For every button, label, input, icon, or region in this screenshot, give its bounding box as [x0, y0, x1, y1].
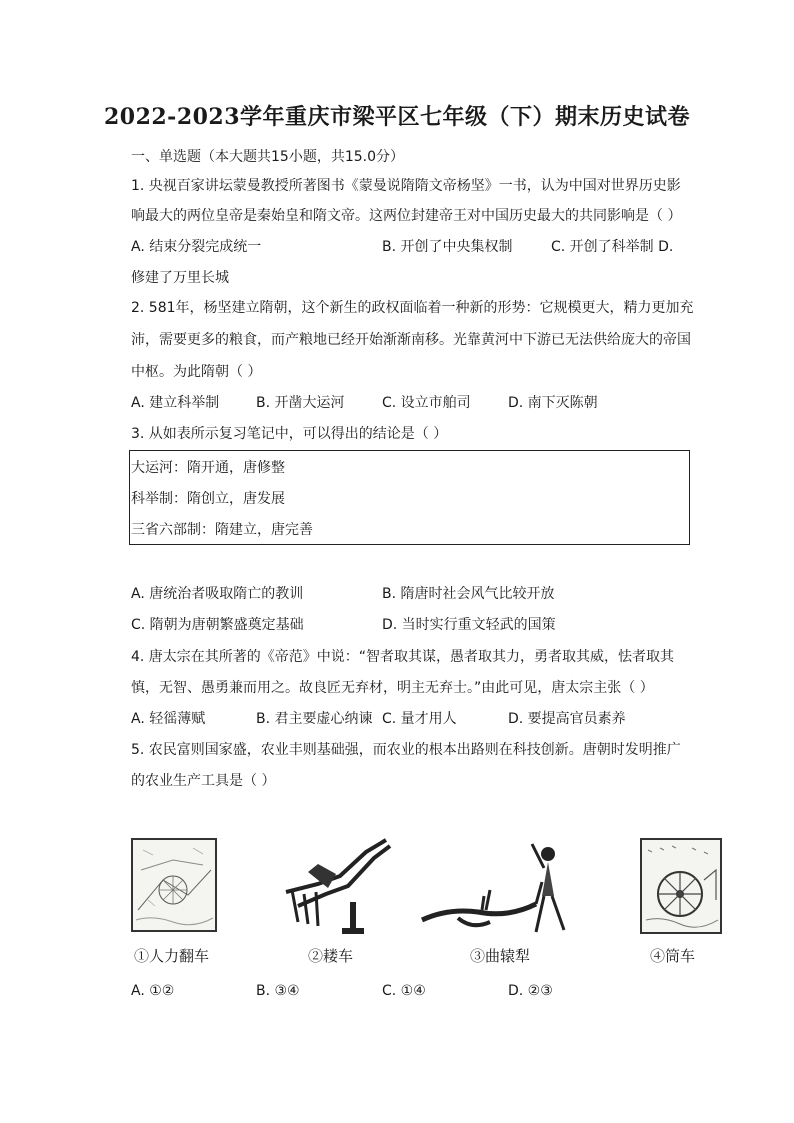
note-row-imperial-exam: 科举制：隋创立，唐发展 [131, 491, 285, 507]
figure-3-caption: ③曲辕犁 [470, 947, 531, 965]
question-4-option-b[interactable]: B. 君主要虚心纳谏 [256, 711, 373, 727]
question-2-option-a[interactable]: A. 建立科举制 [131, 395, 220, 411]
question-5-option-a[interactable]: A. ①② [131, 983, 175, 999]
question-5-option-c[interactable]: C. ①④ [382, 983, 426, 999]
question-3-option-b[interactable]: B. 隋唐时社会风气比较开放 [382, 586, 555, 602]
question-2-option-d[interactable]: D. 南下灭陈朝 [508, 395, 598, 411]
question-4-option-d[interactable]: D. 要提高官员素养 [508, 711, 626, 727]
page-title: 2022-2023学年重庆市梁平区七年级（下）期末历史试卷 [103, 104, 691, 130]
question-4-stem-line-1: 4. 唐太宗在其所著的《帝范》中说：“智者取其谋，愚者取其力，勇者取其威，怯者取其 [131, 649, 675, 665]
question-1-option-d[interactable]: 修建了万里长城 [131, 270, 229, 286]
question-1-stem-line-2: 响最大的两位皇帝是秦始皇和隋文帝。这两位封建帝王对中国历史最大的共同影响是（ ） [131, 208, 682, 224]
question-5-option-d[interactable]: D. ②③ [508, 983, 553, 999]
question-3-stem: 3. 从如表所示复习笔记中，可以得出的结论是（ ） [131, 426, 448, 442]
question-2-stem-line-1: 2. 581年，杨坚建立隋朝，这个新生的政权面临着一种新的形势：它规模更大，精力更加充 [131, 300, 694, 316]
question-2-option-c[interactable]: C. 设立市舶司 [382, 395, 471, 411]
question-2-option-b[interactable]: B. 开凿大运河 [256, 395, 345, 411]
question-1-option-c[interactable]: C. 开创了科举制 D. [551, 239, 674, 255]
question-2-stem-line-3: 中枢。为此隋朝（ ） [131, 364, 262, 380]
question-5-stem-line-2: 的农业生产工具是（ ） [131, 773, 276, 789]
note-row-three-departments: 三省六部制：隋建立，唐完善 [131, 522, 313, 538]
question-4-option-c[interactable]: C. 量才用人 [382, 711, 457, 727]
question-3-option-a[interactable]: A. 唐统治者吸取隋亡的教训 [131, 586, 304, 602]
question-2-stem-line-2: 沛，需要更多的粮食，而产粮地已经开始渐渐南移。光靠黄河中下游已无法供给庞大的帝国 [131, 332, 691, 348]
question-5-option-b[interactable]: B. ③④ [256, 983, 300, 999]
figure-1-caption: ①人力翻车 [134, 947, 210, 965]
paddle-wheel-sketch-icon [131, 838, 217, 932]
curved-plough-icon [418, 838, 574, 938]
figure-4-caption: ④筒车 [650, 947, 696, 965]
question-1-option-a[interactable]: A. 结束分裂完成统一 [131, 239, 262, 255]
question-3-option-c[interactable]: C. 隋朝为唐朝繁盛奠定基础 [131, 617, 304, 633]
question-3-option-d[interactable]: D. 当时实行重文轻武的国策 [382, 617, 556, 633]
question-4-stem-line-2: 慎，无智、愚勇兼而用之。故良匠无弃材，明主无弃士。”由此可见，唐太宗主张（ ） [131, 680, 654, 696]
question-5-stem-line-1: 5. 农民富则国家盛，农业丰则基础强，而农业的根本出路则在科技创新。唐朝时发明推广 [131, 742, 681, 758]
question-1-stem-line-1: 1. 央视百家讲坛蒙曼教授所著图书《蒙曼说隋隋文帝杨坚》一书，认为中国对世界历史影 [131, 178, 681, 194]
section-heading: 一、单选题（本大题共15小题，共15.0分） [131, 149, 404, 165]
review-notes-table [129, 450, 690, 545]
seed-drill-icon [278, 832, 396, 936]
note-row-grand-canal: 大运河：隋开通，唐修整 [131, 460, 285, 476]
question-1-option-b[interactable]: B. 开创了中央集权制 [382, 239, 513, 255]
figure-2-caption: ②耧车 [308, 947, 354, 965]
question-4-option-a[interactable]: A. 轻徭薄赋 [131, 711, 206, 727]
tube-wheel-sketch-icon [640, 838, 722, 934]
